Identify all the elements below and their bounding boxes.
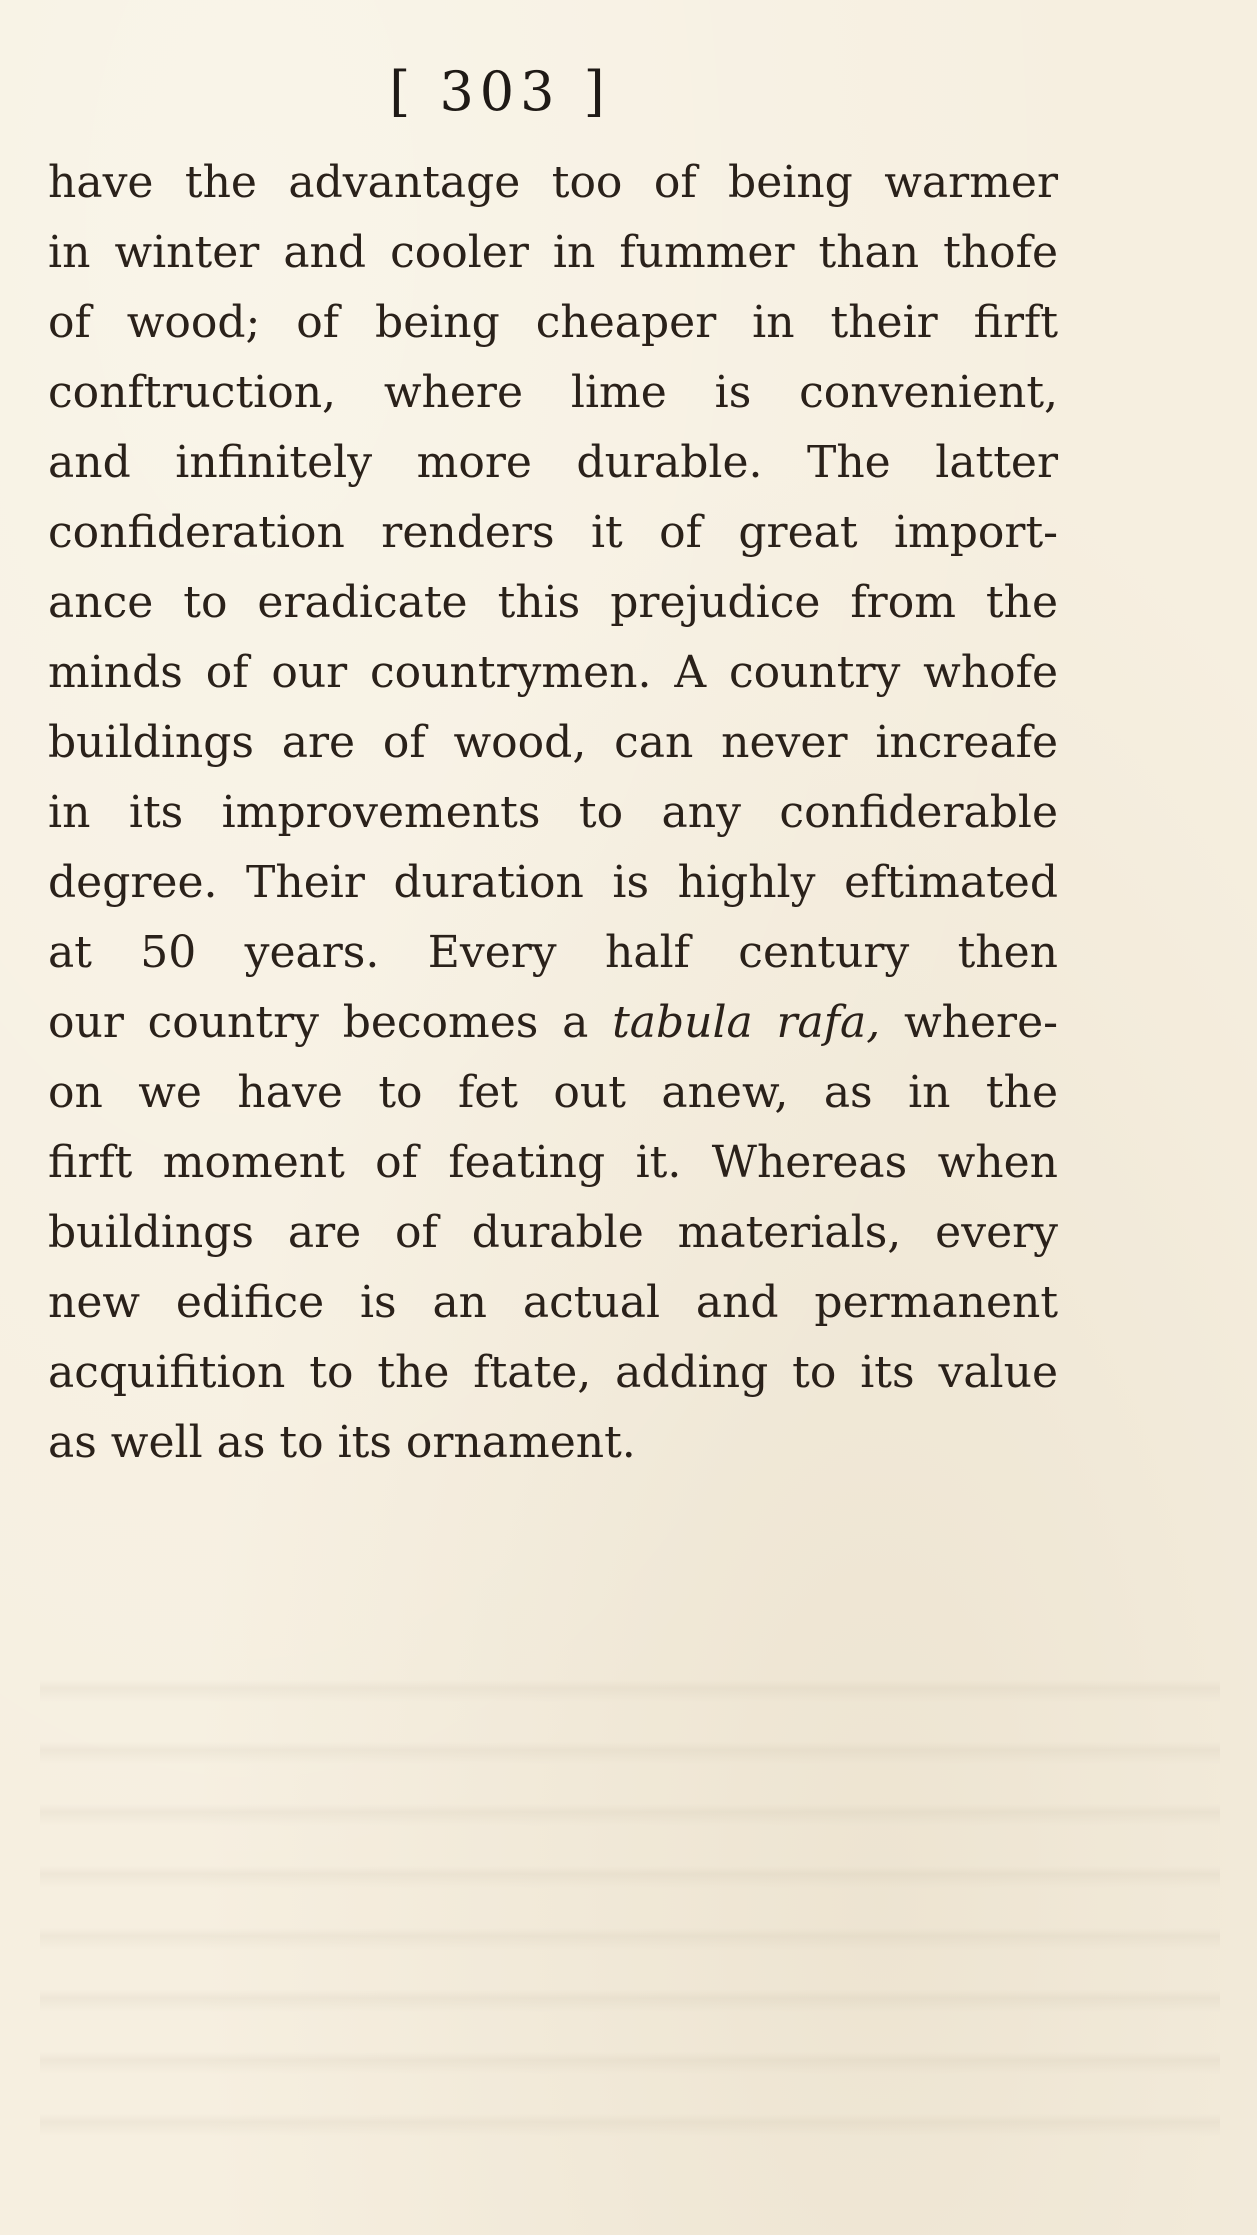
body-text — [48, 148, 1058, 1478]
show-through-texture — [40, 1640, 1220, 2160]
text-line: buildings are of wood, can never increafe — [48, 717, 1058, 768]
text-line: minds of our countrymen. A country whofe — [48, 647, 1058, 698]
text-line: in its improvements to any confiderable — [48, 787, 1058, 838]
text-line: have the advantage too of being warmer — [48, 157, 1058, 208]
text-line: confideration renders it of great import- — [48, 507, 1058, 558]
italic-phrase: tabula rafa, — [612, 997, 881, 1048]
text-line: on we have to fet out anew, as in the — [48, 1067, 1058, 1118]
text-line: of wood; of being cheaper in their firft — [48, 297, 1058, 348]
text-line: degree. Their duration is highly eftimated — [48, 857, 1058, 908]
text-line: firft moment of feating it. Whereas when — [48, 1137, 1058, 1188]
text-line: acquifition to the ftate, adding to its value — [48, 1347, 1058, 1398]
text-line: at 50 years. Every half century then — [48, 927, 1058, 978]
text-line: new edifice is an actual and permanent — [48, 1277, 1058, 1328]
text-line: conftruction, where lime is convenient, — [48, 367, 1058, 418]
text-line: and infinitely more durable. The latter — [48, 437, 1058, 488]
text-line: our country becomes a tabula rafa, where- — [48, 997, 1058, 1048]
text-line: ance to eradicate this prejudice from the — [48, 577, 1058, 628]
text-line: buildings are of durable materials, every — [48, 1207, 1058, 1258]
text-line: in winter and cooler in fummer than thofe — [48, 227, 1058, 278]
page-number: [ 303 ] — [389, 60, 611, 123]
text-line: as well as to its ornament. — [48, 1417, 636, 1468]
